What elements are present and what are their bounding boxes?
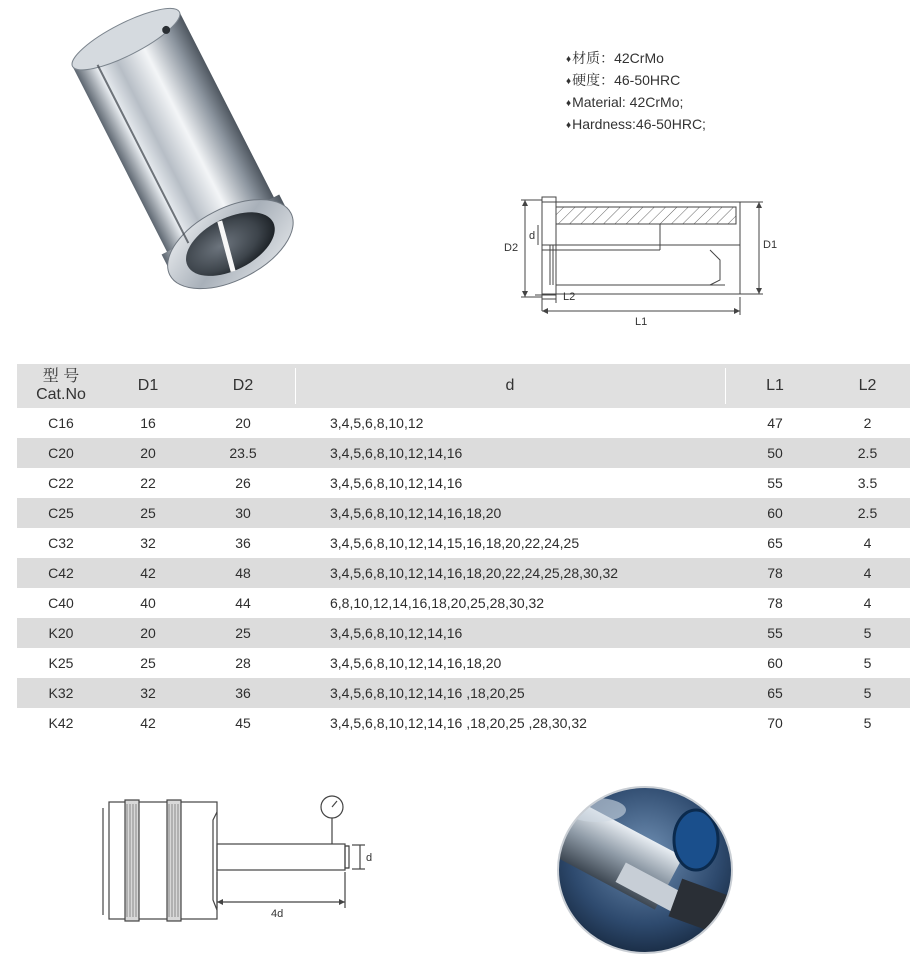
- header-L2: L2: [858, 377, 877, 394]
- cell-D1: 20: [140, 625, 156, 641]
- cell-D1: 22: [140, 475, 156, 491]
- cell-d: 3,4,5,6,8,10,12,14,16,18,20: [330, 655, 502, 671]
- cell-L1: 55: [767, 625, 783, 641]
- cell-L2: 5: [863, 715, 872, 731]
- label-measure-4d: 4d: [271, 908, 284, 920]
- header-D2: D2: [232, 377, 254, 394]
- label-L2: L2: [563, 291, 576, 303]
- cell-L1: 50: [767, 445, 783, 461]
- cell-cat-no: K25: [48, 655, 74, 671]
- spec-table: [17, 364, 910, 738]
- cell-D1: 32: [140, 685, 156, 701]
- cell-L1: 65: [767, 535, 783, 551]
- cell-D2: 45: [235, 715, 251, 731]
- cell-D2: 48: [235, 565, 251, 581]
- cell-d: 3,4,5,6,8,10,12,14,16,18,20: [330, 505, 502, 521]
- label-d: d: [529, 230, 536, 242]
- cell-D2: 36: [235, 535, 251, 551]
- cell-D1: 16: [140, 415, 156, 431]
- cell-cat-no: C20: [48, 445, 74, 461]
- cell-L2: 4: [863, 565, 872, 581]
- spec-list: [566, 48, 706, 136]
- application-photo: [556, 785, 734, 955]
- cell-L1: 47: [767, 415, 783, 431]
- table-row: [17, 468, 910, 498]
- spec-item: ♦硬度：46-50HRC: [566, 72, 681, 88]
- cell-L1: 65: [767, 685, 783, 701]
- spec-item: ♦Hardness:46-50HRC;: [566, 116, 706, 132]
- cell-L2: 2: [863, 415, 872, 431]
- cell-cat-no: C40: [48, 595, 74, 611]
- table-row: [17, 648, 910, 678]
- bullet-icon: ♦: [566, 98, 572, 109]
- cell-D1: 25: [140, 655, 156, 671]
- cell-L1: 55: [767, 475, 783, 491]
- table-row: [17, 708, 910, 738]
- cell-L2: 5: [863, 655, 872, 671]
- cell-cat-no: K20: [48, 625, 74, 641]
- cell-D1: 42: [140, 715, 156, 731]
- table-row: [17, 678, 910, 708]
- cell-L2: 2.5: [857, 445, 878, 461]
- cell-D2: 23.5: [229, 445, 257, 461]
- cell-cat-no: C16: [48, 415, 74, 431]
- bullet-icon: ♦: [566, 76, 572, 87]
- cell-d: 3,4,5,6,8,10,12,14,16 ,18,20,25: [330, 685, 525, 701]
- cell-L2: 5: [863, 685, 872, 701]
- cell-L1: 78: [767, 565, 783, 581]
- cell-D2: 25: [235, 625, 251, 641]
- table-body: [17, 408, 910, 738]
- bullet-icon: ♦: [566, 54, 572, 65]
- header-D1: D1: [137, 377, 159, 394]
- cell-d: 6,8,10,12,14,16,18,20,25,28,30,32: [330, 595, 545, 611]
- cell-d: 3,4,5,6,8,10,12,14,15,16,18,20,22,24,25: [330, 535, 580, 551]
- cell-D2: 44: [235, 595, 251, 611]
- label-L1: L1: [635, 316, 648, 328]
- cell-D1: 42: [140, 565, 156, 581]
- cell-d: 3,4,5,6,8,10,12,14,16: [330, 445, 463, 461]
- label-measure-d: d: [366, 852, 373, 864]
- table-row: [17, 618, 910, 648]
- header-L1: L1: [766, 377, 784, 394]
- cell-L1: 60: [767, 655, 783, 671]
- cross-section-drawing: [495, 185, 785, 330]
- cell-L2: 5: [863, 625, 872, 641]
- cell-L2: 3.5: [857, 475, 878, 491]
- cell-d: 3,4,5,6,8,10,12,14,16: [330, 475, 463, 491]
- cell-D2: 20: [235, 415, 251, 431]
- collet-sleeve-photo: [55, 5, 320, 310]
- cell-L1: 70: [767, 715, 783, 731]
- cell-D2: 30: [235, 505, 251, 521]
- cell-cat-no: C42: [48, 565, 74, 581]
- cell-L2: 2.5: [857, 505, 878, 521]
- cell-L2: 4: [863, 535, 872, 551]
- cell-d: 3,4,5,6,8,10,12,14,16,18,20,22,24,25,28,30,32: [330, 565, 619, 581]
- table-row: [17, 498, 910, 528]
- cell-d: 3,4,5,6,8,10,12: [330, 415, 424, 431]
- bullet-icon: ♦: [566, 120, 572, 131]
- label-D2: D2: [504, 242, 519, 254]
- cell-cat-no: C22: [48, 475, 74, 491]
- cell-L1: 78: [767, 595, 783, 611]
- cell-cat-no: K42: [48, 715, 74, 731]
- spec-item: ♦材质：42CrMo: [566, 50, 664, 66]
- runout-measure-diagram: [95, 790, 385, 925]
- table-row: [17, 438, 910, 468]
- cell-L2: 4: [863, 595, 872, 611]
- cell-D1: 32: [140, 535, 156, 551]
- cell-cat-no: C32: [48, 535, 74, 551]
- table-row: [17, 528, 910, 558]
- cell-D1: 20: [140, 445, 156, 461]
- header-d: d: [505, 377, 515, 394]
- cell-D2: 36: [235, 685, 251, 701]
- table-row: [17, 588, 910, 618]
- cell-d: 3,4,5,6,8,10,12,14,16 ,18,20,25 ,28,30,32: [330, 715, 587, 731]
- cell-cat-no: K32: [48, 685, 74, 701]
- cell-D1: 40: [140, 595, 156, 611]
- spec-item: ♦Material: 42CrMo;: [566, 94, 684, 110]
- label-D1: D1: [763, 239, 778, 251]
- table-row: [17, 408, 910, 438]
- cell-D2: 26: [235, 475, 251, 491]
- cell-D1: 25: [140, 505, 156, 521]
- cell-L1: 60: [767, 505, 783, 521]
- header-cat-no: 型 号 Cat.No: [36, 368, 86, 403]
- cell-d: 3,4,5,6,8,10,12,14,16: [330, 625, 463, 641]
- cell-D2: 28: [235, 655, 251, 671]
- cell-cat-no: C25: [48, 505, 74, 521]
- table-header: [17, 364, 910, 408]
- table-row: [17, 558, 910, 588]
